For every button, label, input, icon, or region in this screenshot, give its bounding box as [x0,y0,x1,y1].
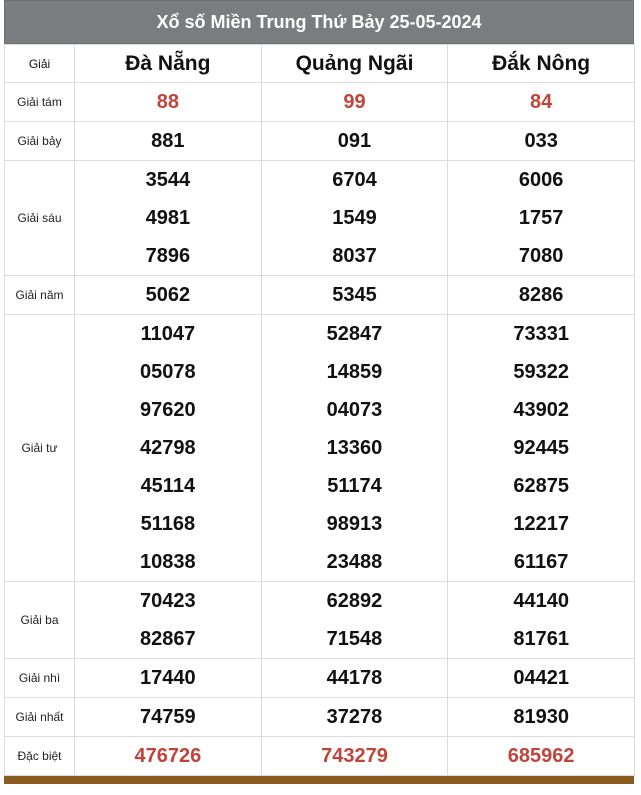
winning-number: 6006 [518,169,564,191]
winning-number: 1757 [518,207,564,229]
winning-number: 476726 [134,745,202,767]
prize-label: Đặc biệt [5,737,75,776]
prize-cell [448,276,635,315]
prize-cell [75,698,262,737]
prize-cell [448,315,635,582]
prize-column-header: Giải [5,45,75,83]
prize-cell [75,737,262,776]
winning-number: 82867 [140,628,196,650]
province-name: Đà Nẵng [75,45,262,83]
prize-cell [75,659,262,698]
winning-number: 5345 [332,284,377,306]
prize-row-db [5,737,635,776]
winning-number: 51168 [140,513,196,535]
prize-cell [261,83,448,122]
prize-cell [448,83,635,122]
prize-cell [448,737,635,776]
winning-number: 98913 [326,513,383,535]
footer-bar [4,776,634,784]
results-table [4,44,635,776]
winning-number: 62892 [326,590,383,612]
winning-number: 62875 [513,475,569,497]
winning-number: 04421 [513,667,569,689]
prize-row-g2 [5,659,635,698]
prize-row-g7 [5,122,635,161]
winning-number: 70423 [140,590,196,612]
prize-cell [261,161,448,276]
winning-number: 45114 [140,475,196,497]
province-header-row [5,45,635,83]
prize-row-g4 [5,315,635,582]
winning-number: 8037 [332,245,377,267]
winning-number: 92445 [513,437,569,459]
prize-cell [448,582,635,659]
lottery-results [4,0,634,784]
prize-cell [75,161,262,276]
winning-number: 74759 [140,706,196,728]
prize-cell [448,659,635,698]
winning-number: 10838 [140,551,196,573]
prize-cell [448,698,635,737]
winning-number: 6704 [332,169,377,191]
prize-row-g8 [5,83,635,122]
winning-number: 091 [337,130,372,152]
winning-number: 59322 [513,361,569,383]
winning-number: 44178 [326,667,383,689]
prize-cell [75,582,262,659]
winning-number: 11047 [140,323,196,345]
prize-cell [261,582,448,659]
province-name: Đắk Nông [448,45,635,83]
winning-number: 42798 [140,437,196,459]
winning-number: 5062 [145,284,191,306]
prize-label: Giải năm [5,276,75,315]
winning-number: 81930 [513,706,569,728]
province-name: Quảng Ngãi [261,45,448,83]
winning-number: 44140 [513,590,569,612]
prize-cell [261,315,448,582]
winning-number: 88 [156,91,179,113]
winning-number: 84 [530,91,553,113]
prize-cell [261,698,448,737]
winning-number: 51174 [327,475,382,497]
prize-label: Giải ba [5,582,75,659]
winning-number: 97620 [140,399,196,421]
winning-number: 12217 [513,513,569,535]
prize-cell [75,83,262,122]
winning-number: 73331 [513,323,569,345]
winning-number: 033 [524,130,558,152]
prize-label: Giải tư [5,315,75,582]
winning-number: 05078 [140,361,196,383]
prize-row-g3 [5,582,635,659]
winning-number: 04073 [326,399,383,421]
winning-number: 99 [343,91,366,113]
winning-number: 4981 [145,207,191,229]
prize-label: Giải tám [5,83,75,122]
winning-number: 3544 [145,169,191,191]
winning-number: 743279 [321,745,388,767]
prize-cell [75,122,262,161]
prize-label: Giải bảy [5,122,75,161]
prize-label: Giải sáu [5,161,75,276]
winning-number: 14859 [326,361,383,383]
prize-cell [448,161,635,276]
winning-number: 23488 [326,551,383,573]
winning-number: 7080 [518,245,564,267]
winning-number: 81761 [513,628,569,650]
prize-cell [261,659,448,698]
results-title: Xổ số Miền Trung Thứ Bảy 25-05-2024 [4,0,634,44]
prize-cell [261,276,448,315]
prize-row-g1 [5,698,635,737]
winning-number: 13360 [326,437,383,459]
prize-row-g6 [5,161,635,276]
winning-number: 8286 [518,284,564,306]
prize-label: Giải nhất [5,698,75,737]
winning-number: 52847 [326,323,383,345]
winning-number: 685962 [507,745,575,767]
prize-label: Giải nhì [5,659,75,698]
winning-number: 71548 [326,628,383,650]
prize-cell [261,122,448,161]
winning-number: 1549 [332,207,377,229]
prize-row-g5 [5,276,635,315]
prize-cell [75,276,262,315]
prize-cell [448,122,635,161]
winning-number: 61167 [513,551,569,573]
winning-number: 7896 [145,245,191,267]
winning-number: 881 [151,130,185,152]
winning-number: 17440 [140,667,196,689]
winning-number: 43902 [513,399,569,421]
prize-cell [261,737,448,776]
winning-number: 37278 [326,706,383,728]
prize-cell [75,315,262,582]
